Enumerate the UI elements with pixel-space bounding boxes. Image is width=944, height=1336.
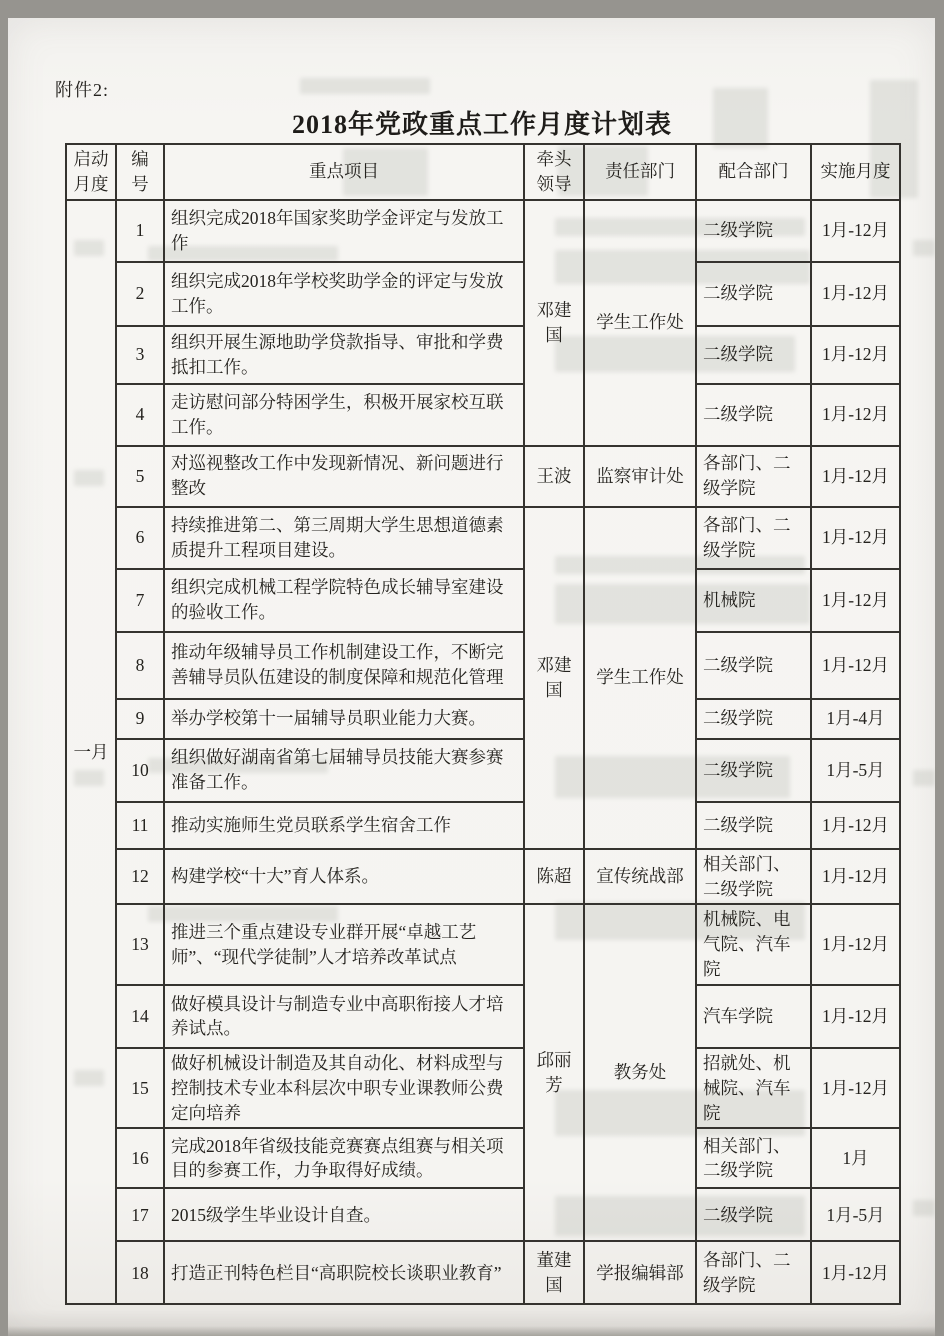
cell-project: 对巡视整改工作中发现新情况、新问题进行整改 (164, 446, 524, 507)
cell-implementation-month: 1月-12月 (811, 904, 900, 985)
cell-cooperating-dept: 二级学院 (696, 326, 811, 384)
cell-cooperating-dept: 机械院 (696, 569, 811, 632)
cell-project: 组织开展生源地助学贷款指导、审批和学费抵扣工作。 (164, 326, 524, 384)
cell-project: 组织做好湖南省第七届辅导员技能大赛参赛准备工作。 (164, 739, 524, 802)
cell-responsible-dept: 监察审计处 (584, 446, 696, 507)
cell-number: 7 (116, 569, 164, 632)
cell-project: 组织完成2018年国家奖助学金评定与发放工作 (164, 200, 524, 262)
cell-lead-leader: 董建国 (524, 1241, 584, 1304)
table-row (66, 699, 900, 739)
table-row (66, 985, 900, 1048)
table-row (66, 569, 900, 632)
bleedthrough-mark (913, 240, 935, 256)
cell-number: 13 (116, 904, 164, 985)
header-start-month: 启动月度 (66, 144, 116, 200)
table-row (66, 904, 900, 985)
table-row (66, 632, 900, 699)
cell-implementation-month: 1月-12月 (811, 446, 900, 507)
cell-responsible-dept: 学报编辑部 (584, 1241, 696, 1304)
table-header-row (66, 144, 900, 200)
cell-implementation-month: 1月-12月 (811, 849, 900, 905)
cell-lead-leader: 邓建国 (524, 200, 584, 446)
cell-number: 6 (116, 507, 164, 569)
table-row (66, 739, 900, 802)
table-row (66, 446, 900, 507)
cell-implementation-month: 1月 (811, 1128, 900, 1188)
cell-cooperating-dept: 二级学院 (696, 384, 811, 446)
cell-implementation-month: 1月-12月 (811, 632, 900, 699)
cell-lead-leader: 邓建国 (524, 507, 584, 849)
cell-implementation-month: 1月-12月 (811, 384, 900, 446)
cell-implementation-month: 1月-5月 (811, 1188, 900, 1241)
header-responsible-dept: 责任部门 (584, 144, 696, 200)
header-number: 编号 (116, 144, 164, 200)
cell-cooperating-dept: 二级学院 (696, 200, 811, 262)
cell-implementation-month: 1月-12月 (811, 802, 900, 849)
bleedthrough-mark (913, 1200, 935, 1216)
table-row (66, 1188, 900, 1241)
table-row (66, 849, 900, 905)
cell-cooperating-dept: 二级学院 (696, 632, 811, 699)
table-row (66, 507, 900, 569)
cell-cooperating-dept: 机械院、电气院、汽车院 (696, 904, 811, 985)
cell-implementation-month: 1月-12月 (811, 985, 900, 1048)
cell-number: 11 (116, 802, 164, 849)
document-page (8, 18, 935, 1336)
cell-cooperating-dept: 二级学院 (696, 699, 811, 739)
header-implementation-month: 实施月度 (811, 144, 900, 200)
cell-number: 15 (116, 1048, 164, 1129)
cell-number: 9 (116, 699, 164, 739)
cell-cooperating-dept: 各部门、二级学院 (696, 507, 811, 569)
cell-number: 4 (116, 384, 164, 446)
cell-number: 17 (116, 1188, 164, 1241)
cell-cooperating-dept: 二级学院 (696, 262, 811, 326)
cell-lead-leader: 邱丽芳 (524, 904, 584, 1241)
cell-project: 做好模具设计与制造专业中高职衔接人才培养试点。 (164, 985, 524, 1048)
page-bottom-shadow (8, 1326, 935, 1336)
bleedthrough-mark (913, 770, 935, 786)
cell-number: 18 (116, 1241, 164, 1304)
cell-project: 推动年级辅导员工作机制建设工作，不断完善辅导员队伍建设的制度保障和规范化管理 (164, 632, 524, 699)
cell-cooperating-dept: 相关部门、二级学院 (696, 849, 811, 905)
cell-responsible-dept: 教务处 (584, 904, 696, 1241)
cell-number: 5 (116, 446, 164, 507)
cell-responsible-dept: 宣传统战部 (584, 849, 696, 905)
cell-number: 16 (116, 1128, 164, 1188)
cell-project: 推进三个重点建设专业群开展“卓越工艺师”、“现代学徒制”人才培养改革试点 (164, 904, 524, 985)
attachment-label: 附件2: (55, 80, 110, 100)
cell-project: 走访慰问部分特困学生，积极开展家校互联工作。 (164, 384, 524, 446)
cell-implementation-month: 1月-5月 (811, 739, 900, 802)
cell-implementation-month: 1月-12月 (811, 262, 900, 326)
table-row (66, 1048, 900, 1129)
cell-implementation-month: 1月-12月 (811, 1241, 900, 1304)
cell-responsible-dept: 学生工作处 (584, 200, 696, 446)
cell-project: 打造正刊特色栏目“高职院校长谈职业教育” (164, 1241, 524, 1304)
table-row (66, 262, 900, 326)
bleedthrough-mark (300, 78, 430, 94)
cell-project: 做好机械设计制造及其自动化、材料成型与控制技术专业本科层次中职专业课教师公费定向培养 (164, 1048, 524, 1129)
cell-number: 2 (116, 262, 164, 326)
table-row (66, 200, 900, 262)
cell-project: 组织完成2018年学校奖助学金的评定与发放工作。 (164, 262, 524, 326)
cell-number: 10 (116, 739, 164, 802)
cell-cooperating-dept: 二级学院 (696, 739, 811, 802)
page-title: 2018年党政重点工作月度计划表 (291, 110, 672, 139)
cell-number: 3 (116, 326, 164, 384)
cell-lead-leader: 王波 (524, 446, 584, 507)
cell-project: 推动实施师生党员联系学生宿舍工作 (164, 802, 524, 849)
cell-cooperating-dept: 各部门、二级学院 (696, 1241, 811, 1304)
cell-cooperating-dept: 二级学院 (696, 1188, 811, 1241)
table-row (66, 1128, 900, 1188)
cell-implementation-month: 1月-12月 (811, 569, 900, 632)
cell-project: 持续推进第二、第三周期大学生思想道德素质提升工程项目建设。 (164, 507, 524, 569)
cell-lead-leader: 陈超 (524, 849, 584, 905)
cell-start-month: 一月 (66, 200, 116, 1305)
cell-cooperating-dept: 招就处、机械院、汽车院 (696, 1048, 811, 1129)
cell-implementation-month: 1月-4月 (811, 699, 900, 739)
table-row (66, 326, 900, 384)
table-row (66, 1241, 900, 1304)
monthly-plan-table (65, 143, 901, 1305)
cell-project: 2015级学生毕业设计自查。 (164, 1188, 524, 1241)
cell-project: 完成2018年省级技能竞赛赛点组赛与相关项目的参赛工作，力争取得好成绩。 (164, 1128, 524, 1188)
cell-project: 组织完成机械工程学院特色成长辅导室建设的验收工作。 (164, 569, 524, 632)
cell-cooperating-dept: 汽车学院 (696, 985, 811, 1048)
cell-number: 14 (116, 985, 164, 1048)
cell-project: 构建学校“十大”育人体系。 (164, 849, 524, 905)
cell-cooperating-dept: 二级学院 (696, 802, 811, 849)
header-lead-leader: 牵头领导 (524, 144, 584, 200)
table-row (66, 384, 900, 446)
cell-number: 1 (116, 200, 164, 262)
cell-number: 8 (116, 632, 164, 699)
cell-number: 12 (116, 849, 164, 905)
header-cooperating-dept: 配合部门 (696, 144, 811, 200)
cell-cooperating-dept: 各部门、二级学院 (696, 446, 811, 507)
cell-implementation-month: 1月-12月 (811, 200, 900, 262)
header-project: 重点项目 (164, 144, 524, 200)
table-row (66, 802, 900, 849)
cell-responsible-dept: 学生工作处 (584, 507, 696, 849)
cell-implementation-month: 1月-12月 (811, 326, 900, 384)
cell-implementation-month: 1月-12月 (811, 1048, 900, 1129)
cell-project: 举办学校第十一届辅导员职业能力大赛。 (164, 699, 524, 739)
cell-cooperating-dept: 相关部门、二级学院 (696, 1128, 811, 1188)
cell-implementation-month: 1月-12月 (811, 507, 900, 569)
